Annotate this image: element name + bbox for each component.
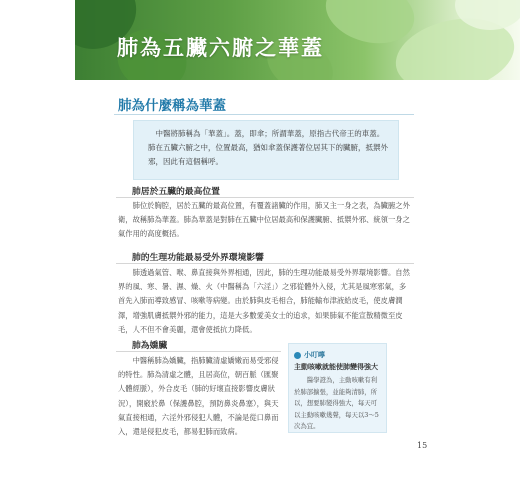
chapter-title: 肺為五臟六腑之華蓋 bbox=[117, 35, 324, 60]
paragraph-highest-position: 肺位於胸腔，居於五臟的最高位置，有覆蓋諸臟的作用，肺又主一身之表，為臟腑之外衛，故稱肺為華蓋。肺為華蓋是對肺在五臟中位居最高和保護臟腑、抵禦外邪、統領一身之氣作用的高度概括。 bbox=[118, 201, 410, 239]
subheading-divider bbox=[116, 351, 281, 352]
tip-label: 小叮嚀 bbox=[304, 350, 325, 359]
subheading-delicate-organ: 肺為嬌臟 bbox=[132, 341, 168, 351]
tip-callout bbox=[288, 343, 387, 433]
tip-label-row bbox=[294, 350, 325, 360]
paragraph-environment: 肺透過氣管、喉、鼻直接與外界相通，因此，肺的生理功能最易受外界環境影響。自然界的風、寒、暑、濕、燥、火（中醫稱為「六淫」）之邪從體外入侵，尤其是風寒邪氣，多首先入肺而導致感冒、咳嗽等病變。由於肺與皮毛相合，肺能輸布津液給皮毛，使皮膚潤澤，增強肌膚抵禦外邪的能力，這是大多數愛美女士的追求，如果肺氣不能宣散精微至皮毛，人不但不會美麗，還會使抵抗力降低。 bbox=[118, 268, 410, 334]
intro-text: 中醫將肺稱為「華蓋」。蓋，即傘；所謂華蓋，原指古代帝王的車蓋。肺在五臟六腑之中，位置最高，猶如傘蓋保護著位居其下的臟腑，抵禦外邪，因此有這個稱呼。 bbox=[148, 129, 388, 166]
subheading-environment: 肺的生理功能最易受外界環境影響 bbox=[132, 253, 264, 263]
page-number: 15 bbox=[417, 441, 428, 450]
tip-title: 主動咳嗽就能使肺變得強大 bbox=[294, 362, 378, 371]
subheading-highest-position: 肺居於五臟的最高位置 bbox=[132, 187, 220, 197]
info-dot-icon bbox=[294, 352, 301, 359]
header-banner bbox=[75, 0, 520, 80]
subheading-divider bbox=[116, 197, 414, 198]
paragraph-delicate-organ: 中醫稱肺為嬌臟，指肺臟清虛嬌嫩而易受邪侵的特性。肺為清虛之體，且居高位，朝百脈（匯聚人體經脈），外合皮毛（肺的好壞直接影響皮膚狀況），開竅於鼻（保護鼻腔，預防鼻炎鼻塞），與天氣直接相通，六淫外邪侵犯人體，不論是從口鼻而入，還是侵犯皮毛，都易犯肺而致病。 bbox=[118, 356, 279, 437]
section-heading: 肺為什麼稱為華蓋 bbox=[118, 98, 226, 114]
tip-text: 醫學證為，主動咳嗽有利於肺部擴張，並能夠清肺，所以，想要肺變得強大，每天可以主動咳嗽幾聲，每天以3～5次為宜。 bbox=[294, 376, 379, 430]
intro-callout bbox=[133, 120, 399, 180]
section-divider bbox=[114, 114, 414, 115]
subheading-divider bbox=[116, 263, 414, 264]
